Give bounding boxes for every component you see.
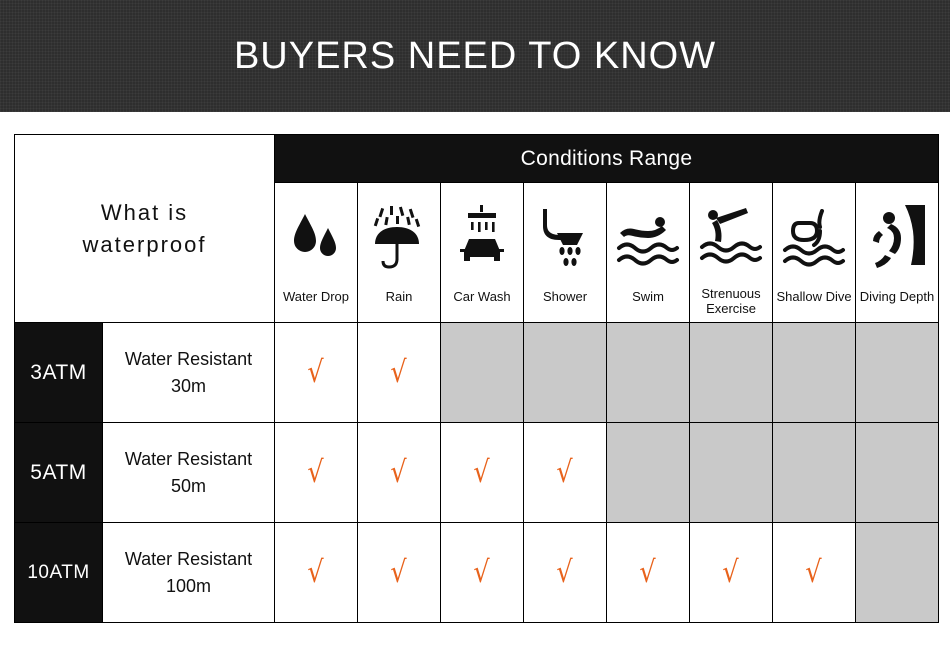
table-row: [15, 323, 939, 423]
cell-5atm-rain: [358, 423, 441, 523]
table-row: [15, 523, 939, 623]
row-description-line1: Water Resistant: [124, 349, 253, 370]
row-description-line1: Water Resistant: [124, 549, 253, 570]
atm-badge-5atm: 5ATM: [15, 423, 103, 523]
cell-3atm-car-wash: [441, 323, 524, 423]
table-header-row: [15, 135, 939, 183]
column-label-car-wash: Car Wash: [453, 288, 511, 304]
check-icon: √: [722, 554, 740, 590]
cell-10atm-diving-depth: [856, 523, 939, 623]
column-label-rain: Rain: [385, 288, 413, 304]
column-label-strenuous-exercise: Strenuous Exercise: [701, 285, 761, 316]
check-icon: √: [639, 554, 657, 590]
row-description-line2: 30m: [171, 375, 207, 396]
check-icon: √: [390, 354, 408, 390]
cell-10atm-rain: [358, 523, 441, 623]
conditions-range-header: Conditions Range: [275, 135, 939, 183]
column-label-shallow-dive: Shallow Dive: [776, 288, 852, 304]
check-icon: √: [473, 554, 491, 590]
column-car-wash: [441, 183, 524, 323]
cell-3atm-swim: [607, 323, 690, 423]
page-title: BUYERS NEED TO KNOW: [233, 34, 717, 77]
row-description-line2: 50m: [171, 475, 207, 496]
what-is-waterproof-label: [15, 191, 274, 267]
shallow-dive-icon: [773, 192, 855, 284]
column-swim: [607, 183, 690, 323]
cell-3atm-strenuous-exercise: [690, 323, 773, 423]
check-icon: √: [556, 454, 574, 490]
swim-icon: [607, 192, 689, 284]
cell-3atm-shallow-dive: [773, 323, 856, 423]
column-strenuous-exercise: [690, 183, 773, 323]
check-icon: √: [307, 554, 325, 590]
cell-3atm-rain: [358, 323, 441, 423]
cell-5atm-car-wash: [441, 423, 524, 523]
diving-depth-icon: [856, 192, 938, 284]
what-is-waterproof-line2: waterproof: [82, 231, 207, 257]
check-icon: √: [307, 354, 325, 390]
check-icon: √: [307, 454, 325, 490]
row-description-3atm: [103, 323, 275, 423]
atm-badge-3atm: 3ATM: [15, 323, 103, 423]
row-description-10atm: [103, 523, 275, 623]
cell-5atm-shallow-dive: [773, 423, 856, 523]
column-rain: [358, 183, 441, 323]
shower-icon: [524, 192, 606, 284]
cell-10atm-shower: [524, 523, 607, 623]
cell-3atm-shower: [524, 323, 607, 423]
check-icon: √: [390, 554, 408, 590]
waterproof-table: [14, 134, 939, 623]
cell-10atm-swim: [607, 523, 690, 623]
column-label-diving-depth: Diving Depth: [859, 288, 935, 304]
atm-badge-10atm: 10ATM: [15, 523, 103, 623]
cell-3atm-diving-depth: [856, 323, 939, 423]
check-icon: √: [390, 454, 408, 490]
column-shower: [524, 183, 607, 323]
column-label-swim: Swim: [632, 288, 664, 304]
cell-3atm-water-drop: [275, 323, 358, 423]
check-icon: √: [805, 554, 823, 590]
cell-10atm-strenuous-exercise: [690, 523, 773, 623]
car-wash-icon: [441, 192, 523, 284]
column-label-water-drop: Water Drop: [283, 288, 349, 304]
row-description-line2: 100m: [165, 575, 212, 596]
row-description-line1: Water Resistant: [124, 449, 253, 470]
cell-5atm-strenuous-exercise: [690, 423, 773, 523]
check-icon: √: [473, 454, 491, 490]
cell-5atm-swim: [607, 423, 690, 523]
cell-5atm-diving-depth: [856, 423, 939, 523]
cell-10atm-water-drop: [275, 523, 358, 623]
strenuous-exercise-icon: [690, 189, 772, 281]
check-icon: √: [556, 554, 574, 590]
column-water-drop: [275, 183, 358, 323]
water-drop-icon: [275, 192, 357, 284]
waterproof-table-container: [0, 112, 950, 623]
cell-10atm-shallow-dive: [773, 523, 856, 623]
cell-5atm-shower: [524, 423, 607, 523]
column-shallow-dive: [773, 183, 856, 323]
row-description-5atm: [103, 423, 275, 523]
header-banner: [0, 0, 950, 112]
cell-5atm-water-drop: [275, 423, 358, 523]
column-label-shower: Shower: [542, 288, 588, 304]
column-diving-depth: [856, 183, 939, 323]
cell-10atm-car-wash: [441, 523, 524, 623]
rain-umbrella-icon: [358, 192, 440, 284]
what-is-waterproof-cell: [15, 135, 275, 323]
table-row: [15, 423, 939, 523]
what-is-waterproof-line1: What is: [100, 199, 189, 225]
